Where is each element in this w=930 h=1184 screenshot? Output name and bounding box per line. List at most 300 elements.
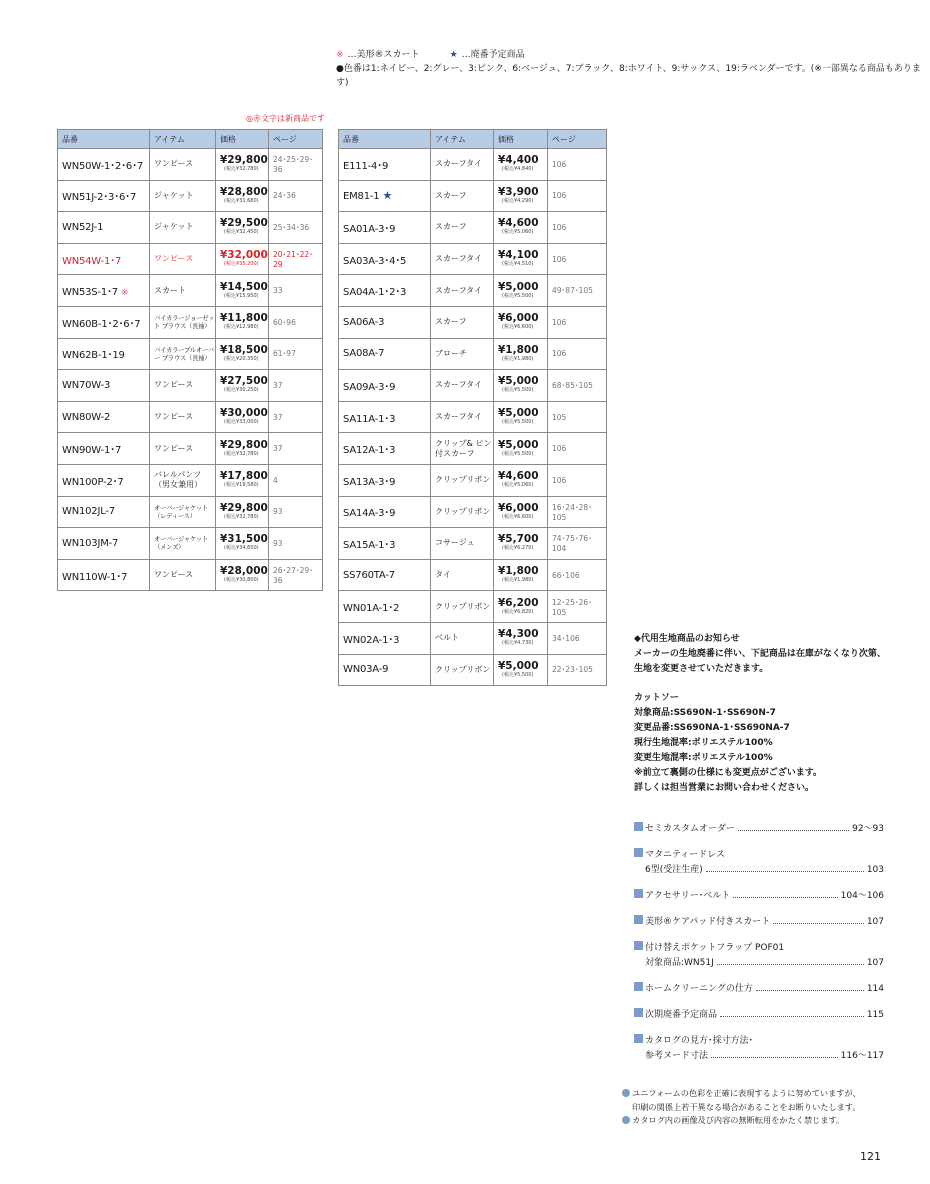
product-code-text: WN51J-2･3･6･7 (62, 192, 137, 204)
index-subtitle: 参考ヌード寸法 (645, 1051, 709, 1061)
notice-category: カットソー (634, 693, 679, 703)
price-with-tax: (税込¥32,780) (224, 450, 259, 457)
table-row (58, 275, 323, 307)
index-entry (634, 1008, 884, 1023)
table-row (339, 401, 607, 433)
item-name: スカーフ (431, 180, 494, 212)
product-code (58, 370, 150, 402)
square-bullet-icon (634, 889, 643, 898)
price: ¥4,300 (498, 628, 539, 641)
product-code (339, 433, 431, 465)
index-subtitle: 対象商品:WN51J (645, 958, 714, 968)
item-name: スカーフタイ (431, 370, 494, 402)
notice-line: 生地を変更させていただきます。 (634, 664, 769, 674)
product-code (58, 212, 150, 244)
price-cell (494, 559, 548, 591)
item-name: ワンピース (150, 149, 216, 181)
table-row (58, 243, 323, 275)
product-code (339, 149, 431, 181)
star-mark-text: …廃番予定商品 (461, 50, 525, 60)
catalog-pages: 12･25･26･105 (548, 591, 607, 623)
index-title: マタニティードレス (645, 850, 726, 860)
bullet-icon (622, 1089, 630, 1097)
product-code (339, 306, 431, 338)
pink-mark-symbol: ※ (336, 50, 344, 60)
table-row (58, 149, 323, 181)
product-code (58, 338, 150, 370)
legend-symbols (336, 48, 930, 62)
product-code (339, 622, 431, 654)
price: ¥31,500 (220, 533, 268, 546)
price-cell (494, 622, 548, 654)
index-title: アクセサリー･ベルト (645, 891, 731, 901)
price-with-tax: (税込¥6,600) (502, 324, 534, 331)
price: ¥32,000 (220, 249, 268, 262)
legend (336, 48, 930, 90)
table-row (339, 306, 607, 338)
product-code-text: WN53S-1･7 (62, 287, 118, 299)
price-with-tax: (税込¥5,500) (502, 419, 534, 426)
price-cell (494, 180, 548, 212)
header-code: 品番 (339, 130, 431, 149)
price-cell (216, 306, 269, 338)
product-code (58, 433, 150, 465)
product-code-text: WN02A-1･3 (343, 634, 400, 646)
price-with-tax: (税込¥5,500) (502, 292, 534, 299)
header-price: 価格 (494, 130, 548, 149)
table-row (339, 433, 607, 465)
table-row (339, 528, 607, 560)
table-row (339, 243, 607, 275)
product-code (339, 370, 431, 402)
product-code-text: WN102JL-7 (62, 506, 115, 518)
header-pages: ページ (269, 130, 323, 149)
price-cell (216, 338, 269, 370)
leader-dots (773, 923, 864, 924)
item-name: タイ (431, 559, 494, 591)
table-row (339, 559, 607, 591)
index-entry (634, 915, 884, 930)
table-row (339, 370, 607, 402)
product-code (58, 243, 150, 275)
square-bullet-icon (634, 941, 643, 950)
notice-detail: 詳しくは担当営業にお問い合わせください。 (634, 783, 815, 793)
product-table-right (338, 129, 607, 686)
price-with-tax: (税込¥32,780) (224, 513, 259, 520)
product-code (339, 654, 431, 686)
catalog-pages: 24･36 (269, 180, 323, 212)
catalog-pages: 37 (269, 401, 323, 433)
price: ¥28,800 (220, 185, 268, 198)
product-code-text: WN70W-3 (62, 379, 111, 391)
square-bullet-icon (634, 848, 643, 857)
table-row (339, 338, 607, 370)
product-code (339, 338, 431, 370)
product-code-text: WN103JM-7 (62, 537, 119, 549)
price-cell (494, 433, 548, 465)
price-with-tax: (税込¥5,060) (502, 482, 534, 489)
index-page: 92〜93 (852, 824, 884, 834)
price: ¥6,200 (498, 596, 539, 609)
product-code (58, 496, 150, 528)
index-page: 103 (866, 865, 884, 875)
substitute-fabric-notice (634, 632, 886, 796)
product-code-text: SA01A-3･9 (343, 223, 396, 235)
table-row (339, 654, 607, 686)
price-with-tax: (税込¥5,500) (502, 671, 534, 678)
item-name: クリップ& ピン付スカーフ (431, 433, 494, 465)
item-name: ワンピース (150, 370, 216, 402)
price-with-tax: (税込¥6,820) (502, 608, 534, 615)
product-code (339, 275, 431, 307)
price-cell (494, 464, 548, 496)
index-entry (634, 941, 884, 971)
price-with-tax: (税込¥6,270) (502, 545, 534, 552)
catalog-pages: 105 (548, 401, 607, 433)
remark-line: 印刷の関係上若干異なる場合があることをお断りいたします。 (632, 1101, 861, 1112)
catalog-pages: 37 (269, 433, 323, 465)
square-bullet-icon (634, 822, 643, 831)
table-row (339, 212, 607, 244)
index-entry (634, 848, 884, 878)
product-code-text: WN01A-1･2 (343, 603, 400, 615)
product-code-text: SS760TA-7 (343, 569, 395, 581)
price-cell (494, 338, 548, 370)
remark-item (622, 1087, 861, 1114)
product-code-text: SA14A-3･9 (343, 508, 396, 520)
price-cell (494, 528, 548, 560)
star-icon: ★ (382, 189, 393, 203)
price-cell (216, 149, 269, 181)
price-with-tax: (税込¥32,450) (224, 229, 259, 236)
product-code (339, 591, 431, 623)
product-code-text: SA03A-3･4･5 (343, 255, 407, 267)
table-header-row (339, 130, 607, 149)
catalog-pages: 33 (269, 275, 323, 307)
product-code-text: SA15A-1･3 (343, 539, 396, 551)
price-with-tax: (税込¥34,650) (224, 545, 259, 552)
table-row (58, 180, 323, 212)
index-entry (634, 822, 884, 837)
header-price: 価格 (216, 130, 269, 149)
table-row (339, 622, 607, 654)
item-name: クリップリボン (431, 591, 494, 623)
table-row (58, 528, 323, 560)
price-cell (494, 591, 548, 623)
product-code (339, 180, 431, 212)
price: ¥17,800 (220, 470, 268, 483)
index-title: ホームクリーニングの仕方 (645, 984, 753, 994)
product-code (58, 306, 150, 338)
catalog-pages: 49･87･105 (548, 275, 607, 307)
catalog-pages: 106 (548, 306, 607, 338)
catalog-pages: 16･24･28･105 (548, 496, 607, 528)
remark-line: カタログ内の画像及び内容の無断転用をかたく禁じます。 (632, 1115, 845, 1125)
leader-dots (717, 964, 864, 965)
leader-dots (733, 897, 837, 898)
product-code (339, 496, 431, 528)
index-page: 107 (866, 958, 884, 968)
product-table-left (57, 129, 323, 591)
remark-line: ユニフォームの色彩を正確に表現するように努めていますが、 (632, 1088, 861, 1098)
index-title: セミカスタムオーダー (645, 824, 736, 834)
leader-dots (738, 830, 849, 831)
price-cell (216, 528, 269, 560)
product-code-text: WN80W-2 (62, 411, 111, 423)
item-name: ベルト (431, 622, 494, 654)
table-row (58, 306, 323, 338)
leader-dots (706, 871, 864, 872)
index-title: 付け替えポケットフラップ POF01 (645, 943, 785, 953)
table-row (58, 370, 323, 402)
product-code-text: EM81-1 (343, 191, 380, 203)
notice-title: ◆代用生地商品のお知らせ (634, 634, 740, 644)
notice-detail: 対象商品:SS690N-1･SS690N-7 (634, 708, 776, 718)
index-page: 107 (866, 917, 884, 927)
catalog-pages: 22･23･105 (548, 654, 607, 686)
catalog-pages: 106 (548, 180, 607, 212)
index-entry (634, 889, 884, 904)
notice-intro (634, 647, 886, 677)
leader-dots (720, 1016, 864, 1017)
table-row (339, 149, 607, 181)
pink-mark-icon: ※ (120, 288, 129, 299)
index-title: カタログの見方･採寸方法･ (645, 1036, 754, 1046)
price-cell (216, 401, 269, 433)
catalog-pages: 4 (269, 464, 323, 496)
product-code (58, 559, 150, 591)
price-cell (494, 149, 548, 181)
table-row (58, 401, 323, 433)
product-code-text: SA06A-3 (343, 316, 385, 328)
table-row (339, 275, 607, 307)
remark-item (622, 1114, 861, 1128)
catalog-pages: 106 (548, 243, 607, 275)
star-icon: ★ (449, 50, 458, 60)
notice-detail: 変更生地混率:ポリエステル100% (634, 753, 773, 763)
price-with-tax: (税込¥5,500) (502, 450, 534, 457)
product-code-text: WN52J-1 (62, 221, 104, 233)
catalog-pages: 74･75･76･104 (548, 528, 607, 560)
price-cell (494, 401, 548, 433)
square-bullet-icon (634, 915, 643, 924)
notice-detail: 現行生地混率:ポリエステル100% (634, 738, 773, 748)
price-cell (494, 275, 548, 307)
catalog-pages: 68･85･105 (548, 370, 607, 402)
product-code (58, 275, 150, 307)
item-name: ワンピース (150, 559, 216, 591)
product-code (339, 559, 431, 591)
price-with-tax: (税込¥35,200) (224, 261, 259, 268)
price-cell (216, 370, 269, 402)
catalog-pages: 37 (269, 370, 323, 402)
page-number: 121 (860, 1150, 881, 1163)
catalog-pages: 61･97 (269, 338, 323, 370)
item-name: スカーフ (431, 306, 494, 338)
price-cell (494, 306, 548, 338)
index-entry (634, 1034, 884, 1064)
product-code (339, 243, 431, 275)
price-cell (494, 496, 548, 528)
price-with-tax: (税込¥32,780) (224, 166, 259, 173)
price: ¥18,500 (220, 343, 268, 356)
product-code (58, 401, 150, 433)
catalog-pages: 93 (269, 528, 323, 560)
table-row (58, 433, 323, 465)
price: ¥4,400 (498, 154, 539, 167)
price: ¥5,000 (498, 659, 539, 672)
price-with-tax: (税込¥6,600) (502, 513, 534, 520)
price-with-tax: (税込¥15,950) (224, 292, 259, 299)
table-row (58, 212, 323, 244)
header-pages: ページ (548, 130, 607, 149)
index-page: 104〜106 (840, 891, 884, 901)
product-code-text: WN110W-1･7 (62, 571, 128, 583)
item-name: コサージュ (431, 528, 494, 560)
price: ¥4,600 (498, 217, 539, 230)
item-name: スカーフタイ (431, 401, 494, 433)
product-code (58, 149, 150, 181)
remarks (622, 1087, 861, 1128)
catalog-pages: 106 (548, 212, 607, 244)
product-code-text: SA13A-3･9 (343, 476, 396, 488)
item-name: オーバージャケット （メンズ） (150, 528, 216, 560)
table-header-row (58, 130, 323, 149)
price: ¥1,800 (498, 565, 539, 578)
table-row (339, 496, 607, 528)
price-cell (494, 243, 548, 275)
item-name: スカーフタイ (431, 275, 494, 307)
price-cell (494, 654, 548, 686)
product-code-text: WN100P-2･7 (62, 476, 124, 488)
price-with-tax: (税込¥33,000) (224, 419, 259, 426)
price: ¥28,000 (220, 565, 268, 578)
item-name: スカート (150, 275, 216, 307)
price-with-tax: (税込¥30,250) (224, 387, 259, 394)
index-page: 116〜117 (840, 1051, 884, 1061)
header-item: アイテム (150, 130, 216, 149)
price: ¥3,900 (498, 185, 539, 198)
square-bullet-icon (634, 1034, 643, 1043)
item-name: スカーフタイ (431, 149, 494, 181)
item-name: クリップリボン (431, 654, 494, 686)
product-code-text: SA08A-7 (343, 348, 385, 360)
product-code-text: WN54W-1･7 (62, 255, 122, 267)
leader-dots (711, 1057, 838, 1058)
page-index (634, 822, 884, 1075)
price-cell (216, 496, 269, 528)
catalog-pages: 66･106 (548, 559, 607, 591)
catalog-pages: 93 (269, 496, 323, 528)
product-code-text: SA12A-1･3 (343, 445, 396, 457)
item-name: スカーフタイ (431, 243, 494, 275)
table-row (339, 591, 607, 623)
catalog-pages: 106 (548, 464, 607, 496)
pink-mark-text: …美形®スカート (347, 50, 420, 60)
product-code (58, 528, 150, 560)
price: ¥30,000 (220, 407, 268, 420)
item-name: バレルパンツ （男女兼用） (150, 464, 216, 496)
table-row (339, 464, 607, 496)
bullet-icon (622, 1116, 630, 1124)
product-code-text: SA04A-1･2･3 (343, 287, 407, 299)
product-code-text: WN60B-1･2･6･7 (62, 318, 141, 330)
square-bullet-icon (634, 982, 643, 991)
price: ¥5,000 (498, 280, 539, 293)
catalog-pages: 34･106 (548, 622, 607, 654)
table-row (58, 559, 323, 591)
item-name: クリップリボン (431, 496, 494, 528)
price: ¥5,000 (498, 407, 539, 420)
catalog-pages: 106 (548, 433, 607, 465)
price-cell (216, 433, 269, 465)
leader-dots (756, 990, 864, 991)
price: ¥29,800 (220, 154, 268, 167)
index-entry (634, 982, 884, 997)
table-row (58, 338, 323, 370)
item-name: バイカラージョーゼット ブラウス（長袖） (150, 306, 216, 338)
header-item: アイテム (431, 130, 494, 149)
product-code-text: WN03A-9 (343, 664, 389, 676)
notice-detail: ※前立て裏側の仕様にも変更点がございます。 (634, 768, 823, 778)
color-code-note: ●色番は1:ネイビー、2:グレー、3:ピンク、6:ベージュ、7:ブラック、8:ホワイト、9:サックス、19:ラベンダーです。(※一部異なる商品もあります) (336, 64, 921, 88)
price: ¥11,800 (220, 312, 268, 325)
item-name: ジャケット (150, 212, 216, 244)
price-with-tax: (税込¥31,680) (224, 197, 259, 204)
catalog-pages: 24･25･29･36 (269, 149, 323, 181)
index-page: 115 (866, 1010, 884, 1020)
price-cell (494, 212, 548, 244)
index-title: 美形®ケアパッド付きスカート (645, 917, 771, 927)
new-product-note: ◎赤文字は新商品です (246, 114, 325, 123)
item-name: クリップリボン (431, 464, 494, 496)
index-page: 114 (866, 984, 884, 994)
item-name: スカーフ (431, 212, 494, 244)
table-row (339, 180, 607, 212)
product-code-text: WN62B-1･19 (62, 350, 125, 362)
price-cell (216, 559, 269, 591)
price-with-tax: (税込¥12,980) (224, 324, 259, 331)
product-code-text: WN50W-1･2･6･7 (62, 160, 144, 172)
product-code (58, 180, 150, 212)
product-code (339, 401, 431, 433)
price: ¥5,000 (498, 375, 539, 388)
catalog-pages: 60･96 (269, 306, 323, 338)
price-with-tax: (税込¥5,500) (502, 387, 534, 394)
product-code-text: SA09A-3･9 (343, 381, 396, 393)
price-with-tax: (税込¥1,980) (502, 577, 534, 584)
table-row (58, 496, 323, 528)
price: ¥29,800 (220, 501, 268, 514)
product-code-text: E111-4･9 (343, 160, 389, 172)
item-name: オーバージャケット （レディース） (150, 496, 216, 528)
price-cell (494, 370, 548, 402)
product-code (339, 464, 431, 496)
price: ¥27,500 (220, 375, 268, 388)
price-cell (216, 243, 269, 275)
price: ¥5,000 (498, 438, 539, 451)
square-bullet-icon (634, 1008, 643, 1017)
price: ¥14,500 (220, 280, 268, 293)
price-with-tax: (税込¥1,980) (502, 355, 534, 362)
price-cell (216, 275, 269, 307)
price: ¥4,100 (498, 249, 539, 262)
price-cell (216, 212, 269, 244)
notice-line: メーカーの生地廃番に伴い、下記商品は在庫がなくなり次第、 (634, 649, 886, 659)
price: ¥6,000 (498, 312, 539, 325)
price-with-tax: (税込¥4,510) (502, 261, 534, 268)
price-with-tax: (税込¥4,730) (502, 640, 534, 647)
